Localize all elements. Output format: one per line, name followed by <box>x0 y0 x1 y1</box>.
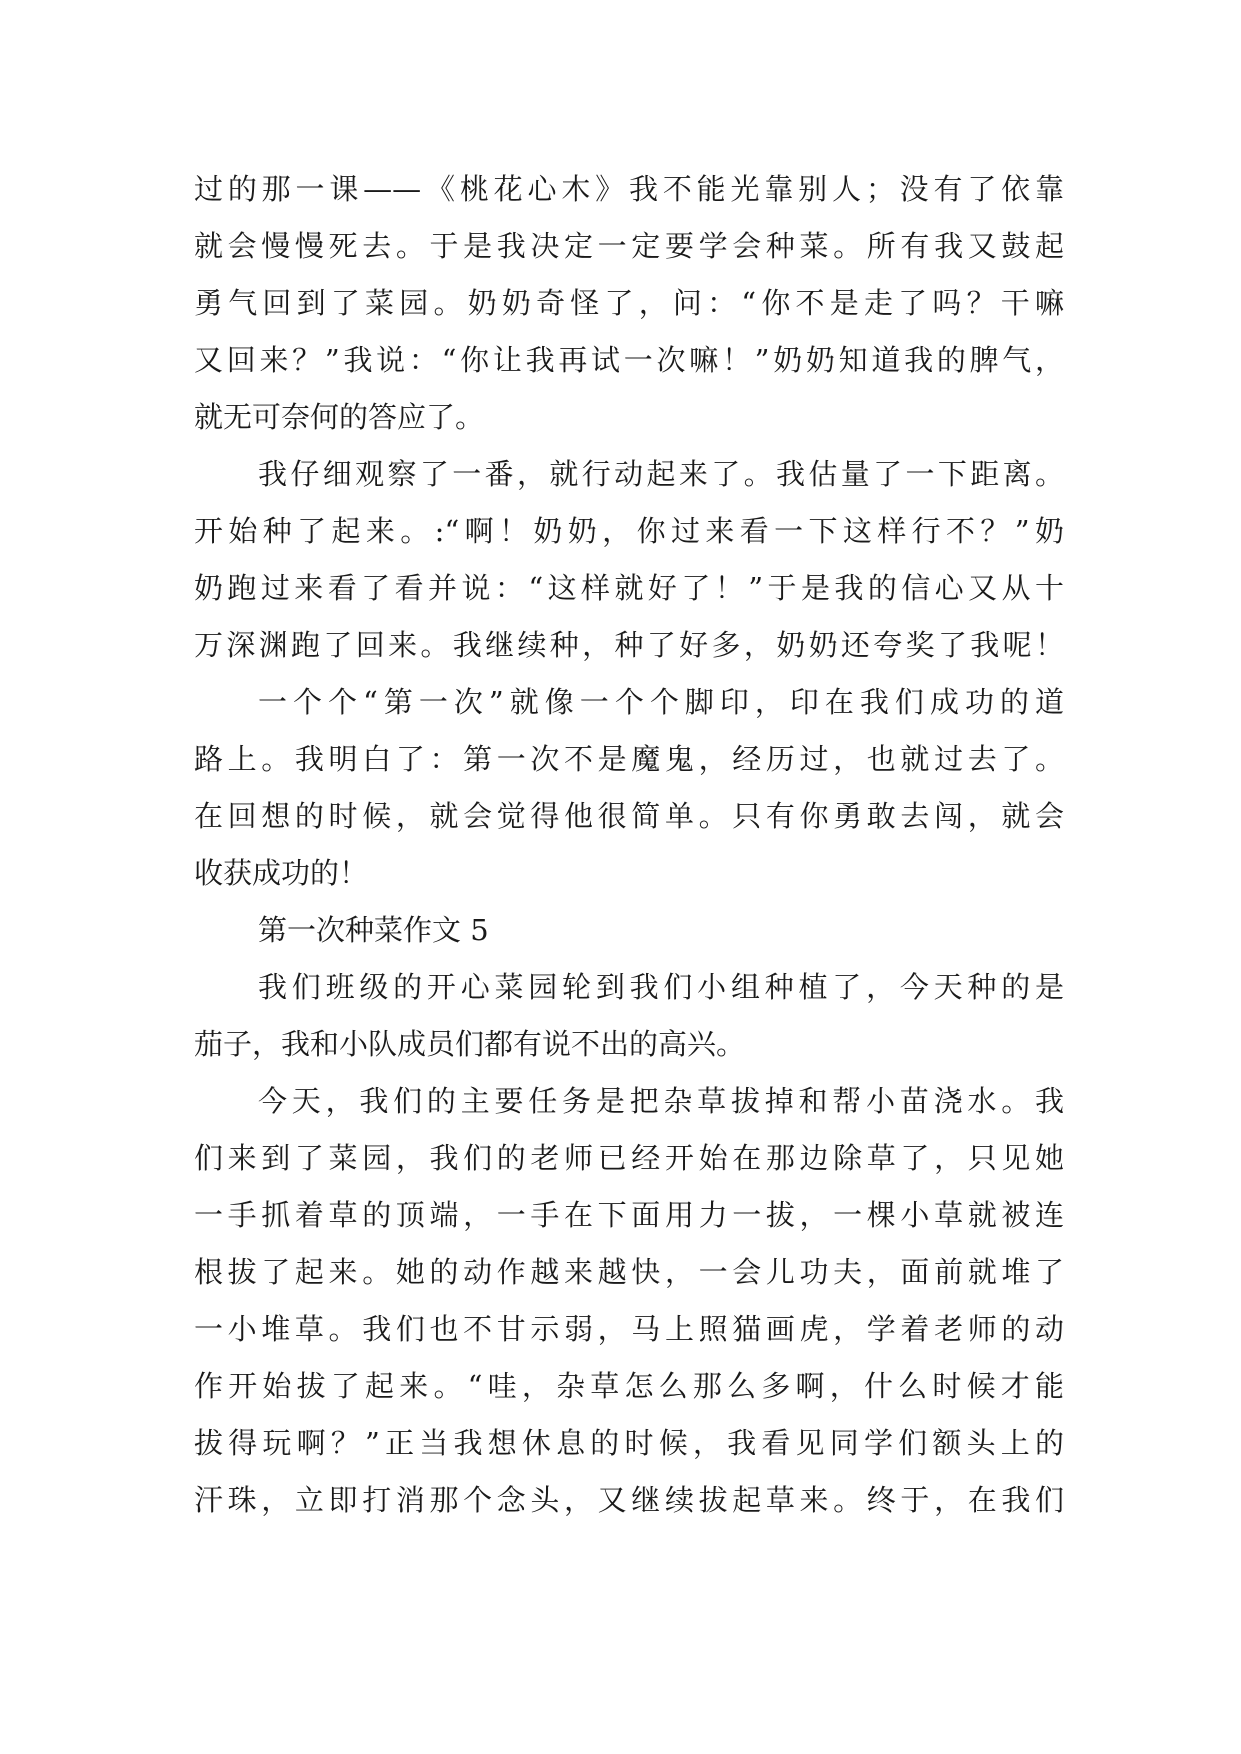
text-line: 就无可奈何的答应了。 <box>194 400 485 434</box>
text-line: 开始种了起来。:“啊！奶奶，你过来看一下这样行不？”奶 <box>194 514 1064 548</box>
paragraph-first-line: 我仔细观察了一番，就行动起来了。我估量了一下距离。 <box>258 457 1064 491</box>
text-line: 茄子，我和小队成员们都有说不出的高兴。 <box>194 1027 746 1061</box>
text-line: 奶跑过来看了看并说：“这样就好了！”于是我的信心又从十 <box>194 571 1064 605</box>
text-line: 一小堆草。我们也不甘示弱，马上照猫画虎，学着老师的动 <box>194 1312 1064 1346</box>
paragraph-first-line: 一个个“第一次”就像一个个脚印，印在我们成功的道 <box>258 685 1064 719</box>
text-line: 路上。我明白了：第一次不是魔鬼，经历过，也就过去了。 <box>194 742 1064 776</box>
text-line: 就会慢慢死去。于是我决定一定要学会种菜。所有我又鼓起 <box>194 229 1064 263</box>
paragraph-first-line: 今天，我们的主要任务是把杂草拔掉和帮小苗浇水。我 <box>258 1084 1064 1118</box>
text-line: 收获成功的！ <box>194 856 369 890</box>
text-line: 一手抓着草的顶端，一手在下面用力一拔，一棵小草就被连 <box>194 1198 1064 1232</box>
text-line: 过的那一课——《桃花心木》我不能光靠别人；没有了依靠 <box>194 172 1064 206</box>
text-line: 根拔了起来。她的动作越来越快，一会儿功夫，面前就堆了 <box>194 1255 1064 1289</box>
text-line: 万深渊跑了回来。我继续种，种了好多，奶奶还夸奖了我呢！ <box>194 628 1064 662</box>
text-line: 们来到了菜园，我们的老师已经开始在那边除草了，只见她 <box>194 1141 1064 1175</box>
text-line: 作开始拔了起来。“哇，杂草怎么那么多啊，什么时候才能 <box>194 1369 1064 1403</box>
text-line: 又回来？”我说：“你让我再试一次嘛！”奶奶知道我的脾气， <box>194 343 1064 377</box>
text-line: 拔得玩啊？”正当我想休息的时候，我看见同学们额头上的 <box>194 1426 1064 1460</box>
text-line: 勇气回到了菜园。奶奶奇怪了，问：“你不是走了吗？干嘛 <box>194 286 1064 320</box>
section-heading: 第一次种菜作文 5 <box>258 913 489 947</box>
paragraph-first-line: 我们班级的开心菜园轮到我们小组种植了，今天种的是 <box>258 970 1064 1004</box>
text-line: 汗珠，立即打消那个念头，又继续拔起草来。终于，在我们 <box>194 1483 1064 1517</box>
text-line: 在回想的时候，就会觉得他很简单。只有你勇敢去闯，就会 <box>194 799 1064 833</box>
